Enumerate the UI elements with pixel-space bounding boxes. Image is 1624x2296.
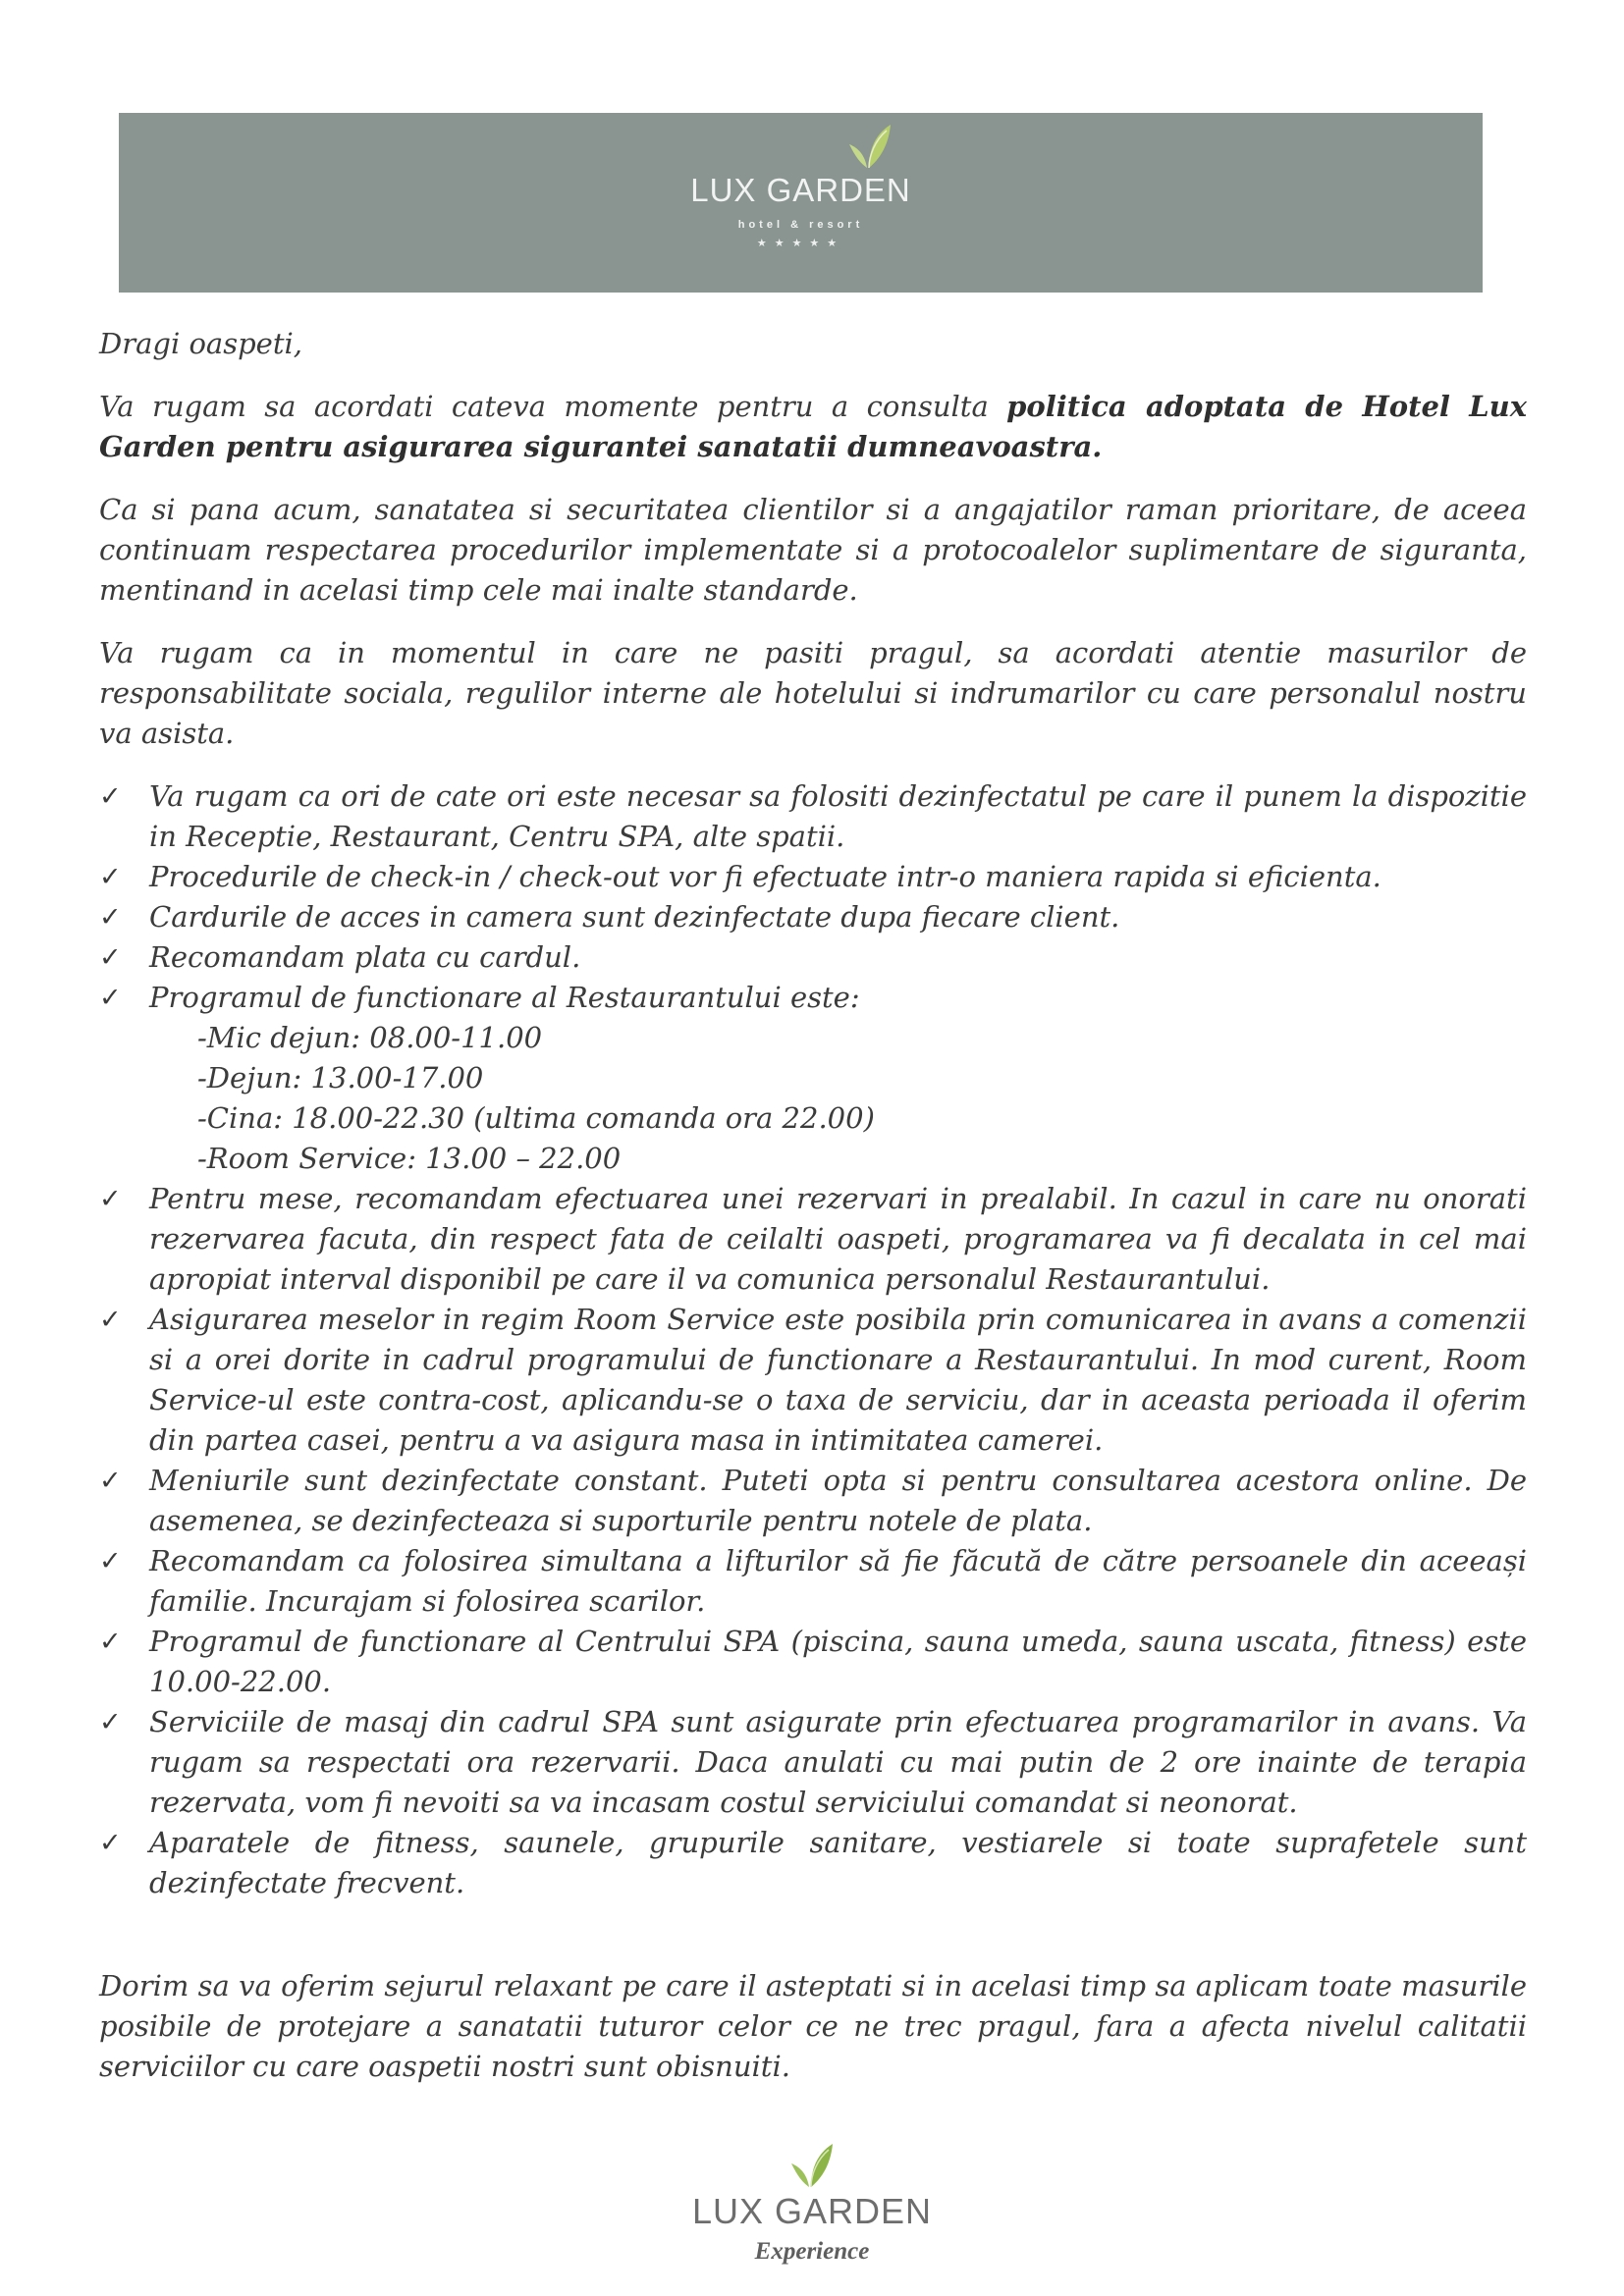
intro-paragraph bbox=[99, 387, 1527, 467]
checkmark-icon: ✓ bbox=[99, 1707, 122, 1737]
list-item bbox=[99, 937, 1527, 978]
list-item bbox=[99, 1622, 1527, 1702]
list-item-text: Recomandam plata cu cardul. bbox=[149, 940, 581, 974]
paragraph-2: Va rugam ca in momentul in care ne pasiti pragul, sa acordati atentie masurilor de responsabilitate sociala, regulilor interne ale hotelului si indrumarilor cu care personalul nostru va asista. bbox=[99, 636, 1527, 750]
header-stars: ★★★★★ bbox=[756, 237, 845, 249]
checkmark-icon: ✓ bbox=[99, 942, 122, 973]
schedule-line: -Cina: 18.00-22.30 (ultima comanda ora 22.00) bbox=[197, 1101, 875, 1135]
list-item-text: Serviciile de masaj din cadrul SPA sunt asigurate prin efectuarea programarilor in avans. Va rugam sa respectati ora rezervarii. Daca anulati cu mai putin de 2 ore inainte de terapia rezervata, vom fi nevoiti sa va incasam costul serviciului comandat si neonorat. bbox=[149, 1705, 1527, 1819]
list-item-text: Asigurarea meselor in regim Room Service este posibila prin comunicarea in avans a comenzii si a orei dorite in cadrul programului de functionare a Restaurantului. In mod curent, Room Service-ul este contra-cost, aplicandu-se o taxa de serviciu, dar in aceasta perioada il oferim din partea casei, pentru a va asigura masa in intimitatea camerei. bbox=[149, 1303, 1527, 1457]
leaf-logo-icon bbox=[787, 2140, 837, 2191]
checkmark-icon: ✓ bbox=[99, 1184, 122, 1214]
list-item-text: Programul de functionare al Restaurantului este: bbox=[149, 981, 860, 1014]
letter-body bbox=[99, 324, 1527, 2087]
schedule-line: -Dejun: 13.00-17.00 bbox=[197, 1061, 484, 1095]
checklist bbox=[99, 776, 1527, 1018]
checkmark-icon: ✓ bbox=[99, 1627, 122, 1657]
footer-logo bbox=[687, 2140, 937, 2268]
list-item bbox=[99, 776, 1527, 857]
checkmark-icon: ✓ bbox=[99, 862, 122, 892]
checkmark-icon: ✓ bbox=[99, 1828, 122, 1858]
checklist-continued bbox=[99, 1179, 1527, 1903]
intro-bold-text: politica adoptata de Hotel Lux Garden pentru asigurarea sigurantei sanatatii dumneavoastra. bbox=[99, 390, 1527, 463]
list-item-text: Cardurile de acces in camera sunt dezinfectate dupa fiecare client. bbox=[149, 900, 1120, 934]
list-item-text: Procedurile de check-in / check-out vor fi efectuate intr-o maniera rapida si eficienta. bbox=[149, 860, 1381, 893]
header-banner bbox=[119, 113, 1483, 293]
header-brand: LUX GARDEN bbox=[690, 172, 911, 208]
intro-text: Va rugam sa acordati cateva momente pentru a consulta bbox=[99, 390, 1007, 423]
paragraph-1: Ca si pana acum, sanatatea si securitatea clientilor si a angajatilor raman prioritare, de aceea continuam respectarea procedurilor implementate si a protocoalelor suplimentare de siguranta, mentinand in acelasi timp cele mai inalte standarde. bbox=[99, 493, 1527, 607]
list-item bbox=[99, 1179, 1527, 1300]
list-item-text: Meniurile sunt dezinfectate constant. Puteti opta si pentru consultarea acestora online. De asemenea, se dezinfecteaza si suporturile pentru notele de plata. bbox=[149, 1464, 1527, 1537]
list-item-text: Va rugam ca ori de cate ori este necesar sa folositi dezinfectatul pe care il punem la dispozitie in Receptie, Restaurant, Centru SPA, alte spatii. bbox=[149, 779, 1527, 853]
footer-subtitle: Experience bbox=[754, 2238, 870, 2265]
restaurant-schedule bbox=[99, 1018, 1527, 1179]
closing-paragraph: Dorim sa va oferim sejurul relaxant pe care il asteptati si in acelasi timp sa aplicam toate masurile posibile de protejare a sanatatii tuturor celor ce ne trec pragul, fara a afecta nivelul calitatii serviciilor cu care oaspetii nostri sunt obisnuiti. bbox=[99, 1969, 1527, 2083]
list-item bbox=[99, 1541, 1527, 1622]
checkmark-icon: ✓ bbox=[99, 983, 122, 1013]
checkmark-icon: ✓ bbox=[99, 1305, 122, 1335]
header-tagline: hotel & resort bbox=[737, 219, 864, 231]
list-item bbox=[99, 857, 1527, 897]
list-item bbox=[99, 1461, 1527, 1541]
list-item bbox=[99, 978, 1527, 1018]
list-item-text: Recomandam ca folosirea simultana a lifturilor să fie făcută de către persoanele din aceeași familie. Incurajam si folosirea scarilor. bbox=[149, 1544, 1527, 1618]
schedule-line: -Room Service: 13.00 – 22.00 bbox=[197, 1142, 622, 1175]
schedule-line: -Mic dejun: 08.00-11.00 bbox=[197, 1021, 543, 1054]
checkmark-icon: ✓ bbox=[99, 1466, 122, 1496]
list-item bbox=[99, 1823, 1527, 1903]
checkmark-icon: ✓ bbox=[99, 1546, 122, 1576]
leaf-logo-icon bbox=[845, 119, 894, 173]
greeting: Dragi oaspeti, bbox=[99, 327, 302, 360]
header-logo bbox=[119, 113, 1483, 293]
list-item bbox=[99, 897, 1527, 937]
list-item-text: Aparatele de fitness, saunele, grupurile sanitare, vestiarele si toate suprafetele sunt dezinfectate frecvent. bbox=[149, 1826, 1527, 1899]
footer-brand: LUX GARDEN bbox=[691, 2191, 933, 2231]
list-item bbox=[99, 1702, 1527, 1823]
list-item-text: Programul de functionare al Centrului SPA (piscina, sauna umeda, sauna uscata, fitness) este 10.00-22.00. bbox=[149, 1625, 1527, 1698]
checkmark-icon: ✓ bbox=[99, 781, 122, 812]
list-item-text: Pentru mese, recomandam efectuarea unei rezervari in prealabil. In cazul in care nu onorati rezervarea facuta, din respect fata de ceilalti oaspeti, programarea va fi decalata in cel mai apropiat interval disponibil pe care il va comunica personalul Restaurantului. bbox=[149, 1182, 1527, 1296]
list-item bbox=[99, 1300, 1527, 1461]
checkmark-icon: ✓ bbox=[99, 902, 122, 933]
